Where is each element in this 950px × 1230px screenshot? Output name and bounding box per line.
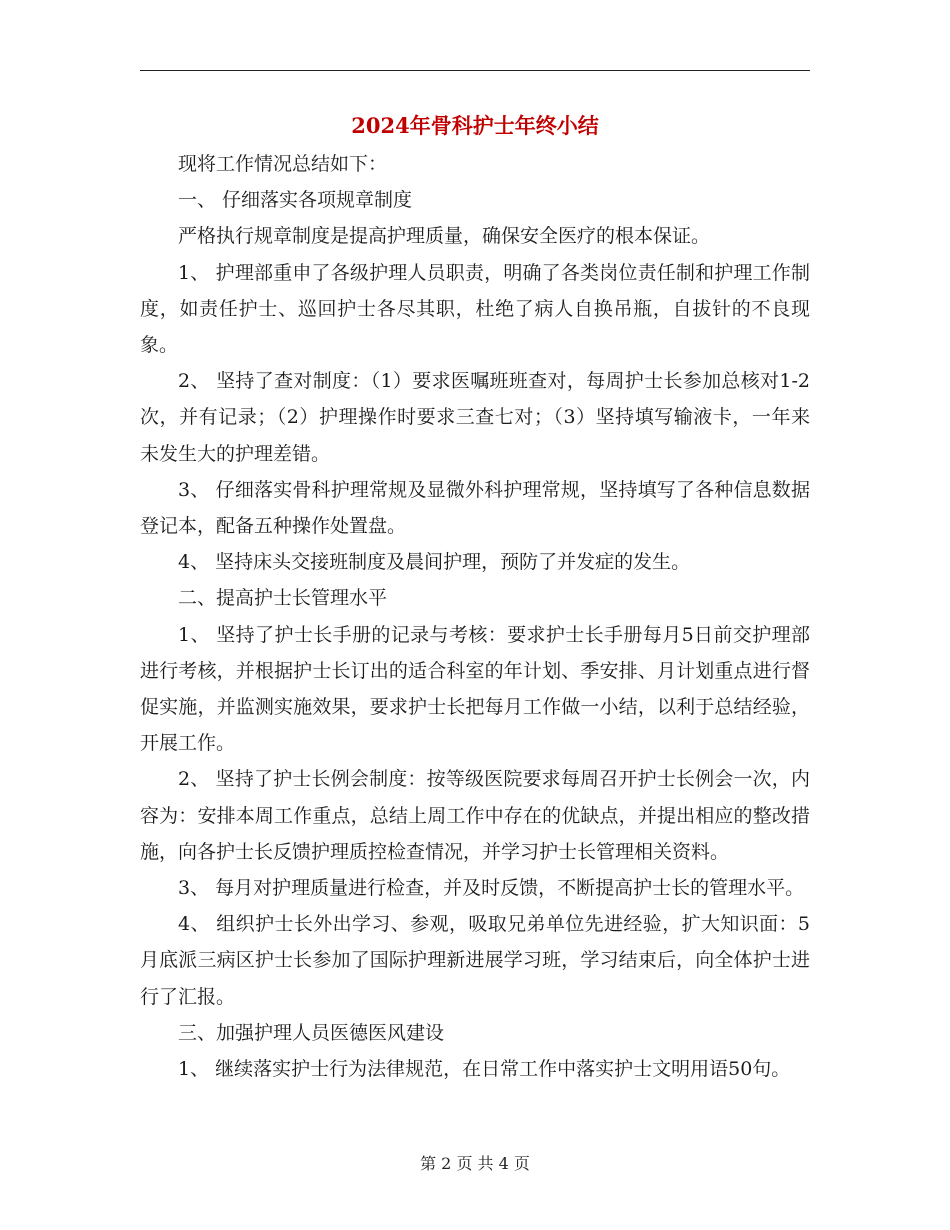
paragraph: 1、 坚持了护士长手册的记录与考核：要求护士长手册每月5日前交护理部进行考核，并根据护士长订出的适合科室的年计划、季安排、月计划重点进行督促实施，并监测实施效果，要求护士长把每月工作做一小结，以利于总结经验，开展工作。 [140, 623, 810, 755]
section-heading: 一、 仔细落实各项规章制度 [178, 189, 413, 212]
paragraph: 4、 组织护士长外出学习、参观，吸取兄弟单位先进经验，扩大知识面：5月底派三病区护士长参加了国际护理新进展学习班，学习结束后，向全体护士进行了汇报。 [140, 913, 810, 1008]
section-heading: 三、加强护理人员医德医风建设 [178, 1021, 445, 1044]
paragraph: 2、 坚持了护士长例会制度：按等级医院要求每周召开护士长例会一次，内容为：安排本周工作重点，总结上周工作中存在的优缺点，并提出相应的整改措施，向各护士长反馈护理质控检查情况，并学习护士长管理相关资料。 [140, 768, 810, 863]
document-title: 2024年骨科护士年终小结 [351, 113, 599, 138]
section-heading: 二、提高护士长管理水平 [178, 587, 388, 610]
page-number: 第 2 页 共 4 页 [420, 1154, 530, 1173]
header-rule [140, 70, 810, 71]
paragraph: 现将工作情况总结如下： [178, 153, 388, 175]
paragraph: 严格执行规章制度是提高护理质量，确保安全医疗的根本保证。 [178, 225, 711, 248]
paragraph: 1、 护理部重申了各级护理人员职责，明确了各类岗位责任制和护理工作制度，如责任护士、巡回护士各尽其职，杜绝了病人自换吊瓶，自拔针的不良现象。 [140, 261, 810, 357]
paragraph: 4、 坚持床头交接班制度及晨间护理，预防了并发症的发生。 [178, 551, 691, 574]
paragraph: 1、 继续落实护士行为法律规范，在日常工作中落实护士文明用语50句。 [178, 1058, 791, 1081]
document-body [140, 146, 810, 1087]
paragraph: 2、 坚持了查对制度：（1）要求医嘱班班查对，每周护士长参加总核对1-2次，并有记录；（2）护理操作时要求三查七对；（3）坚持填写输液卡，一年来未发生大的护理差错。 [140, 370, 810, 465]
paragraph: 3、 仔细落实骨科护理常规及显微外科护理常规，坚持填写了各种信息数据登记本，配备五种操作处置盘。 [140, 478, 810, 538]
paragraph: 3、 每月对护理质量进行检查，并及时反馈，不断提高护士长的管理水平。 [178, 877, 805, 900]
